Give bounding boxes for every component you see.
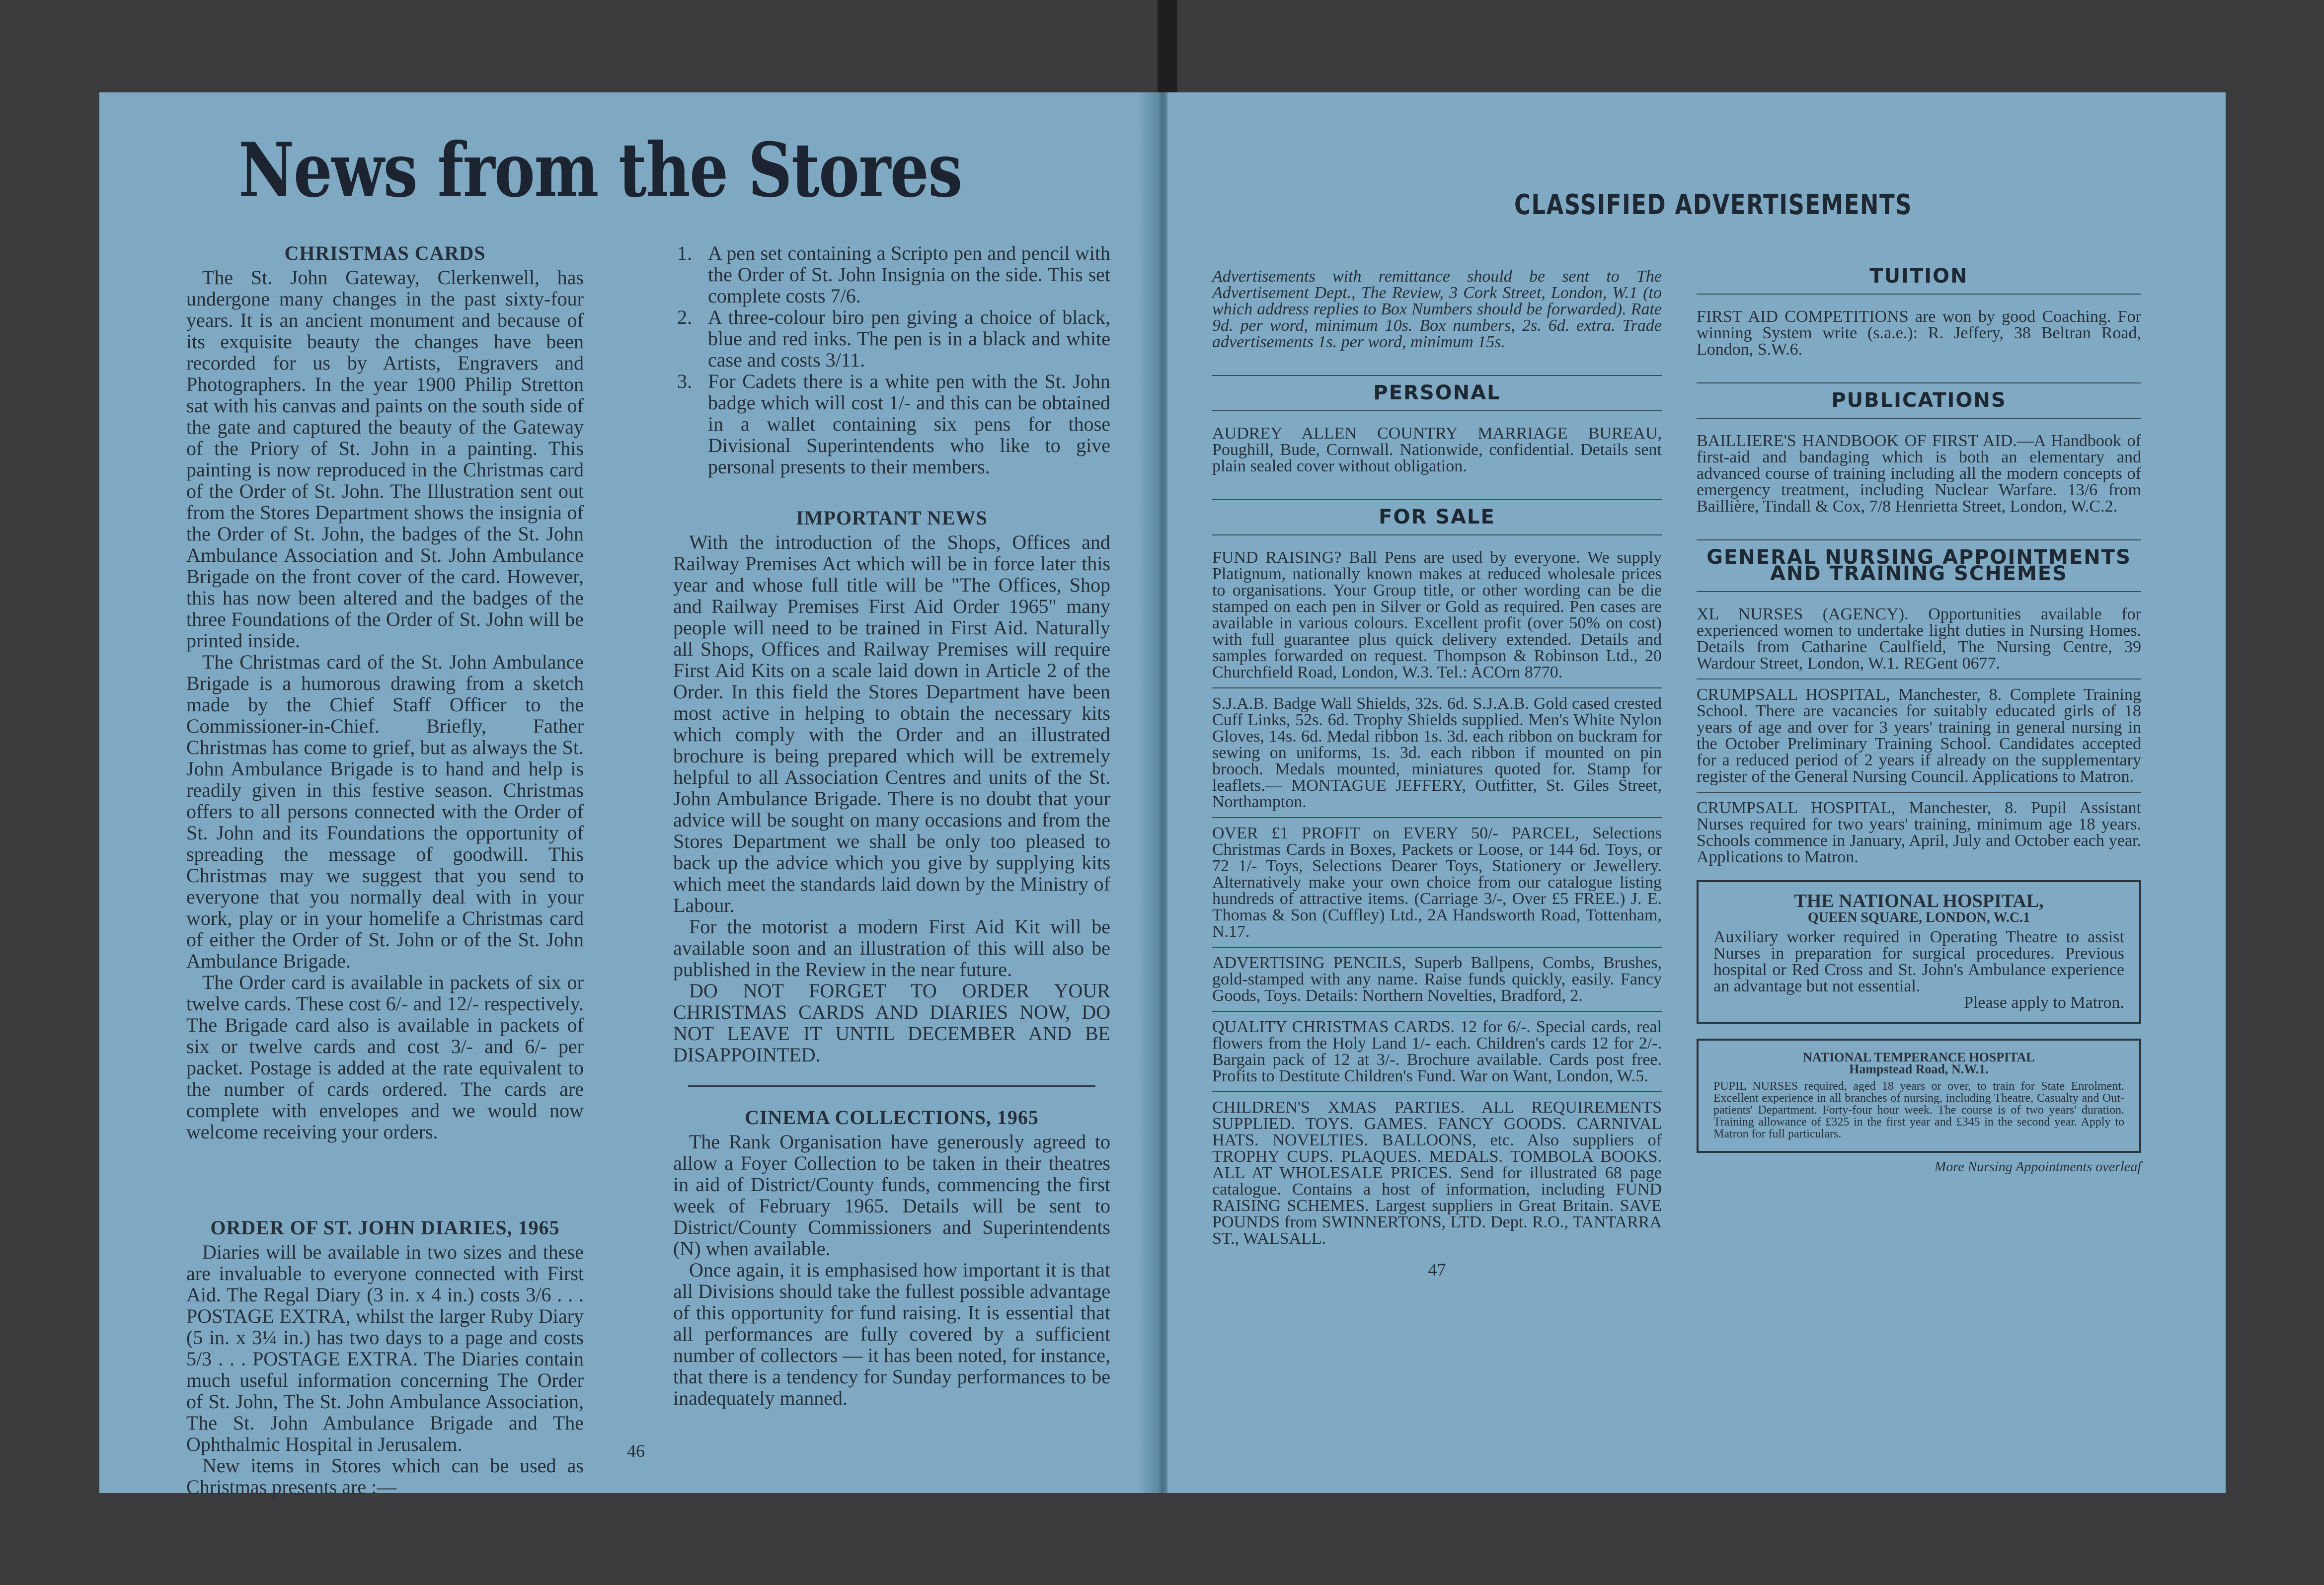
classified-ad: FIRST AID COMPETITIONS are won by good Coaching. For winning System write (s.a.e.): R. Jeffery, 38 Beltran Road, London, S.W.6. [1697,307,2141,359]
page-number: 46 [627,1441,645,1461]
personal-heading: PERSONAL [1373,381,1501,404]
classified-ad: XL NURSES (AGENCY). Opportunities available for experienced women to undertake light duties in Nursing Homes. Details from Catharine Caulfield, The Nursing Centre, 39 Wardour Street, London, W.1. REGent 0677. [1697,605,2141,673]
box-text: Auxiliary worker required in Operating Theatre to assist Nurses in preparation for surgical procedures. Previous hospital or Red Cross and St. John's Ambulance experience an advantage but not essential. [1713,928,2124,995]
article-paragraph: The Rank Organisation have generously agreed to allow a Foyer Collection to be taken in their theatres in aid of District/County funds, commencing the first week of February 1965. Details will be sent to District/County Commissioners and Superintendents (N) when available. [673,1131,1110,1260]
classified-ad: AUDREY ALLEN COUNTRY MARRIAGE BUREAU, Poughill, Bude, Cornwall. Nationwide, confidential. Details sent plain sealed cover without obligation. [1212,424,1662,475]
cinema-heading: CINEMA COLLECTIONS, 1965 [745,1106,1039,1129]
article-paragraph: The Christmas card of the St. John Ambulance Brigade is a humorous drawing from a sketch made by the Chief Staff Officer to the Commissioner-in-Chief. Briefly, Father Christmas has come to grief, but as always the St. John Ambulance Brigade is to hand and help is readily given in this festive season. Christmas offers to all persons connected with the Order of St. John and its Foundations the opportunity of spreading the message of goodwill. This Christmas may we suggest that you send to everyone that you normally deal with in your work, play or in your homelife a Christmas card of either the Order of St. John or of the St. John Ambulance Brigade. [186,651,584,972]
nursing-heading-line2: AND TRAINING SCHEMES [1770,562,2068,585]
article-paragraph: Once again, it is emphasised how important it is that all Divisions should take the fullest possible advantage of this opportunity for fund raising. It is essential that all performances are fully covered by a sufficient number of collectors — it has been noted, for instance, that there is a tendency for Sunday performances to be inadequately manned. [673,1259,1110,1409]
publications-heading: PUBLICATIONS [1831,389,2007,412]
christmas-cards-heading: CHRISTMAS CARDS [284,242,486,264]
for-sale-heading: FOR SALE [1379,506,1495,528]
page-number: 47 [1428,1260,1446,1280]
page-title: News from the Stores [238,127,962,214]
tuition-heading: TUITION [1869,265,1968,288]
article-paragraph: DO NOT FORGET TO ORDER YOUR CHRISTMAS CARDS AND DIARIES NOW, DO NOT LEAVE IT UNTIL DECEMBER AND BE DISAPPOINTED. [673,980,1110,1066]
temperance-hospital-ad-box [1697,1039,2141,1153]
article-paragraph: For the motorist a modern First Aid Kit will be available soon and an illustration of this will also be published in the Review in the near future. [673,915,1110,981]
classified-left-column [1212,268,1662,1278]
nursing-heading-line1: GENERAL NURSING APPOINTMENTS [1706,546,2131,569]
box-title: THE NATIONAL HOSPITAL, [1794,891,2044,911]
classified-ad: FUND RAISING? Ball Pens are used by everyone. We supply Platignum, nationally known makes at reduced wholesale prices to organisations. Your Group title, or other wording can be die stamped on each pen in Silver or Gold as required. Pen cases are available in various colours. Excellent profit (over 50% on cost) with full guarantee plus quick delivery extended. Details and samples forwarded on request. Thompson & Robinson Ltd., 20 Churchfield Road, London, W.3. Tel.: ACOrn 8770. [1212,548,1662,681]
classified-ad: BAILLIERE'S HANDBOOK OF FIRST AID.—A Handbook of first-aid and bandaging which is both an elementary and advanced course of training including all the modern concepts of emergency treatment, including Nuclear Warfare. 13/6 from Baillière, Tindall & Cox, 7/8 Henrietta Street, London, W.C.2. [1697,432,2141,516]
classified-ad: ADVERTISING PENCILS, Superb Ballpens, Combs, Brushes, gold-stamped with any name. Raise funds quickly, easily. Fancy Goods, Toys. Details: Northern Novelties, Bradford, 2. [1212,954,1662,1005]
box-title: NATIONAL TEMPERANCE HOSPITAL [1803,1050,2035,1064]
diaries-heading: ORDER OF ST. JOHN DIARIES, 1965 [210,1216,560,1239]
national-hospital-ad-box [1697,880,2141,1024]
classified-ad: S.J.A.B. Badge Wall Shields, 32s. 6d. S.J.A.B. Gold cased crested Cuff Links, 52s. 6d. Trophy Shields supplied. Men's White Nylon Gloves, 14s. 6d. Medal ribbon 1s. 3d. each ribbon on buckram for sewing on uniforms, 1s. 3d. each ribbon if mounted on pin brooch. Medals mounted, miniatures quoted for. Stamp for leaflets.— MONTAGUE JEFFERY, Outfitter, St. Giles Street, Northampton. [1212,694,1662,811]
box-subtitle: Hampstead Road, N.W.1. [1849,1062,1989,1076]
list-item: 2. A three-colour biro pen giving a choice of black, blue and red inks. The pen is in a black and white case and costs 3/11. [677,306,1110,371]
classified-ad: QUALITY CHRISTMAS CARDS. 12 for 6/-. Special cards, real flowers from the Holy Land 1/- each. Children's cards 12 for 2/-. Bargain pack of 12 at 3/-. Brochure available. Cards post free. Profits to Destitute Children's Fund. War on Want, London, W.5. [1212,1018,1662,1085]
classified-ad: CRUMPSALL HOSPITAL, Manchester, 8. Complete Training School. There are vacancies for suitably educated girls of 18 years of age and over for 3 years' training in general nursing in the October Preliminary Training School. Candidates accepted for a reduced period of 2 years if already on the supplementary register of the General Nursing Council. Applications to Matron. [1697,685,2141,786]
article-paragraph: Diaries will be available in two sizes and these are invaluable to everyone connected with First Aid. The Regal Diary (3 in. x 4 in.) costs 3/6 . . . POSTAGE EXTRA, whilst the larger Ruby Diary (5 in. x 3¼ in.) has two days to a page and costs 5/3 . . . POSTAGE EXTRA. The Diaries contain much useful information concerning The Order of St. John, The St. John Ambulance Association, The St. John Ambulance Brigade and The Ophthalmic Hospital in Jerusalem. [186,1241,584,1455]
classified-intro: Advertisements with remittance should be sent to The Advertisement Dept., The Review, 3 Cork Street, London, W.1 (to which address replies to Box Numbers should be forwarded). Rate 9d. per word, minimum 10s. Box numbers, 2s. 6d. extra. Trade advertisements 1s. per word, minimum 15s. [1212,267,1662,351]
gift-items-list [673,242,1110,477]
classified-ad: OVER £1 PROFIT on EVERY 50/- PARCEL, Selections Christmas Cards in Boxes, Packets or Loose, or 144 6d. Toys, or 72 1/- Toys, Selections Dearer Toys, Stationery or Jewellery. Alternatively make your own choice from our catalogue listing hundreds of attractive items. (Carriage 3/-, Over £5 FREE.) J. E. Thomas & Son (Cuffley) Ltd., 2A Handsworth Road, Tottenham, N.17. [1212,824,1662,941]
left-column [186,242,584,1498]
classified-right-column [1697,265,2141,1175]
classified-ad: CHILDREN'S XMAS PARTIES. ALL REQUIREMENTS SUPPLIED. TOYS. GAMES. FANCY GOODS. CARNIVAL HATS. NOVELTIES. BALLOONS, etc. Also suppliers of TROPHY CUPS. PLAQUES. MEDALS. TOMBOLA BOOKS. ALL AT WHOLESALE PRICES. Send for illustrated 68 page catalogue. Contains a host of information, including FUND RAISING SCHEMES. Largest suppliers in Great Britain. SAVE POUNDS from SWINNERTONS, LTD. Dept. R.O., TANTARRA ST., WALSALL. [1212,1098,1662,1248]
more-appointments-note: More Nursing Appointments overleaf [1934,1159,2141,1175]
list-item: 3. For Cadets there is a white pen with the St. John badge which will cost 1/- and this can be obtained in a wallet containing six pens for those Divisional Superintendents who like to give personal presents to their members. [677,370,1110,478]
article-paragraph: The Order card is available in packets of six or twelve cards. These cost 6/- and 12/- respectively. The Brigade card also is available in packets of six or twelve cards and cost 3/- and 6/- per packet. Postage is added at the rate equivalent to the number of cards ordered. The cards are complete with envelopes and we would now welcome receiving your orders. [186,971,584,1143]
book-gutter [1158,0,1177,92]
box-subtitle: QUEEN SQUARE, LONDON, W.C.1 [1807,910,2030,925]
article-paragraph: The St. John Gateway, Clerkenwell, has undergone many changes in the past sixty-four years. It is an ancient monument and because of its exquisite beauty the changes have been recorded for us by Artists, Engravers and Photographers. In the year 1900 Philip Stretton sat with his canvas and paints on the south side of the gate and captured the beauty of the Gateway of the Priory of St. John in a painting. This painting is now reproduced in the Christmas card of the Order of St. John. The Illustration sent out from the Stores Department shows the insignia of the Order of St. John, the badges of the St. John Ambulance Association and St. John Ambulance Brigade on the front cover of the card. However, this has now been altered and the badges of the three Foundations of the Order of St. John will be printed inside. [186,266,584,652]
article-paragraph: With the introduction of the Shops, Offices and Railway Premises Act which will be in force later this year and whose full title will be "The Offices, Shop and Railway Premises First Aid Order 1965" many people will need to be trained in First Aid. Naturally all Shops, Offices and Railway Premises will require First Aid Kits on a scale laid down in Article 2 of the Order. In this field the Stores Department have been most active in helping to obtain the necessary kits which comply with the Order and an illustrated brochure is being prepared which will be extremely helpful to all Association Centres and units of the St. John Ambulance Brigade. There is no doubt that your advice will be sought on many occasions and from the Stores Department we shall be only too pleased to back up the advice which you give by supplying kits which meet the standards laid down by the Ministry of Labour. [673,531,1110,916]
box-closing: Please apply to Matron. [1964,993,2124,1012]
right-column [673,242,1110,1409]
classified-ad: CRUMPSALL HOSPITAL, Manchester, 8. Pupil Assistant Nurses required for two years' training, minimum age 18 years. Schools commence in January, April, July and October each year. Applications to Matron. [1697,799,2141,866]
classified-title: CLASSIFIED ADVERTISEMENTS [1514,189,1913,221]
article-paragraph: New items in Stores which can be used as Christmas presents are :— [186,1454,584,1498]
important-news-heading: IMPORTANT NEWS [796,507,988,529]
box-text: PUPIL NURSES required, aged 18 years or over, to train for State Enrolment. Excellent experience in all branches of nursing, including Theatre, Casualty and Out-patients' Department. Forty-four hour week. The course is of two years' duration. Training allowance of £325 in the first year and £345 in the second year. Apply to Matron for full particulars. [1713,1080,2124,1140]
list-item: 1. A pen set containing a Scripto pen and pencil with the Order of St. John Insignia on the side. This set complete costs 7/6. [677,242,1110,307]
section-divider [688,1085,1095,1087]
